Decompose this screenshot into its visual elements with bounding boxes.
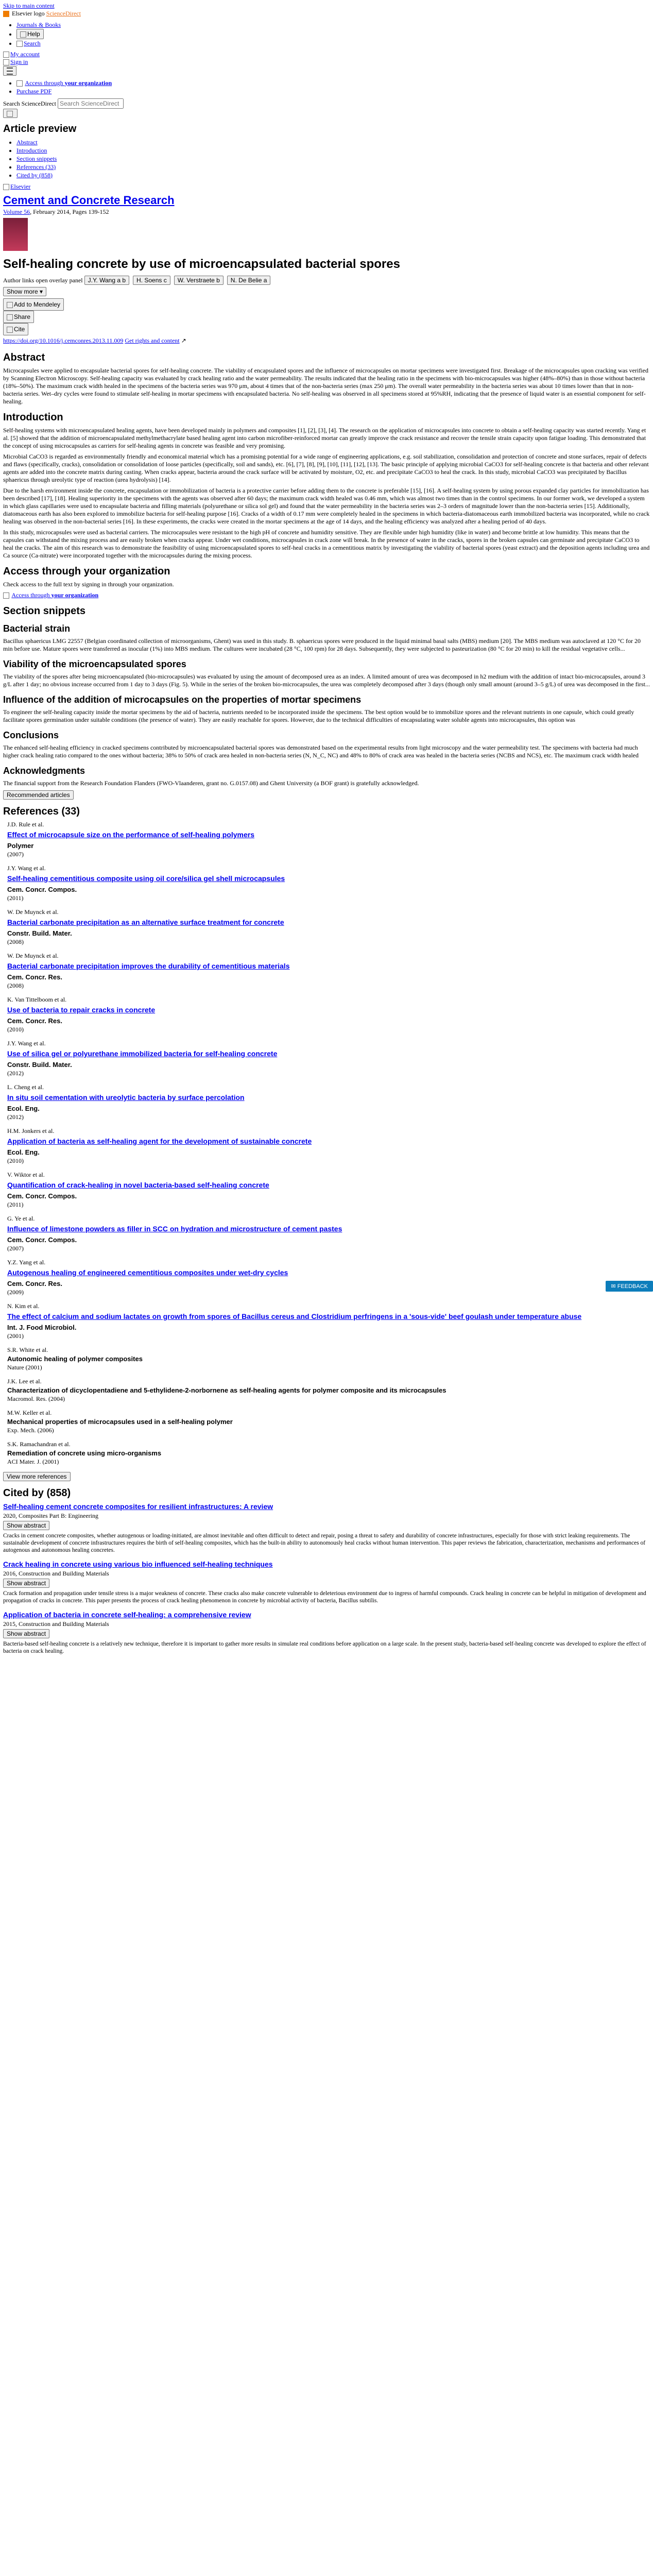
access-org-link[interactable]: Access through your organization (25, 79, 112, 87)
snippet-heading: Viability of the microencapsulated spores (3, 658, 186, 669)
outline-list (3, 138, 650, 179)
reference-item (7, 1440, 650, 1466)
reference-journal: Constr. Build. Mater. (7, 1060, 72, 1069)
reference-journal: Cem. Concr. Res. (7, 973, 62, 981)
reference-journal: Constr. Build. Mater. (7, 929, 72, 937)
reference-title-link[interactable]: Use of bacteria to repair cracks in concrete (7, 1005, 156, 1014)
reference-title-link[interactable]: Application of bacteria as self-healing agent for the development of sustainable concrete (7, 1137, 312, 1145)
cited-by-item (3, 1611, 650, 1655)
nav-journals[interactable]: • Journals & Books (16, 21, 650, 29)
reference-title-link[interactable]: Quantification of crack-healing in novel bacteria-based self-healing concrete (7, 1180, 269, 1189)
snippet-heading: Bacterial strain (3, 623, 71, 634)
search-item (16, 39, 650, 47)
introduction-heading: Introduction (3, 411, 63, 423)
reference-item (7, 821, 650, 858)
ack-text: The financial support from the Research Foundation Flanders (FWO-Vlaanderen, grant no. G.0157.08) and Ghent University (a BOF grant) is gratefully acknowledged. (3, 779, 419, 787)
cited-by-meta: 2015, Construction and Building Materials (3, 1620, 109, 1628)
show-abstract-button[interactable]: Show abstract (3, 1579, 49, 1588)
snippet-text: Bacillus sphaericus LMG 22557 (Belgian coordinated collection of microorganisms, Ghent) was used in this study. B. sphaericus spores were produced in the liquid minimal basal salts (MBS) medium [20]. The MBS medium was autoclaved at 120 °C for 20 min before use. Mature spores were transferred as inocular (1%) into MBS medium. The cultures were incubated (28 °C, 100 rpm) for 28 days. Subsequently, they were subjected to pasteurization (80 °C for 20 min) to kill the residual vegetative cells... (3, 637, 641, 652)
reference-list (3, 821, 650, 1466)
reference-journal: Remediation of concrete using micro-organisms (7, 1449, 162, 1457)
reference-journal: Cem. Concr. Compos. (7, 885, 77, 893)
outline-item[interactable] (16, 146, 650, 155)
view-more-references-button[interactable]: View more references (3, 1472, 71, 1481)
intro-paragraph: Due to the harsh environment inside the concrete, encapsulation or immobilization of bacteria is a protective carrier before adding them to the concrete is preferable [15], [16]. A self-healing system by using porous expanded clay particles for immobilization has been described [17], [18]. Healing superiority in the specimens with the agents was observed after 60 days; the maximum crack width healed was 0.46 mm, which was almost two times than in the control specimens. In our former work, we developed a system in which glass capillaries were used to encapsulate bacteria and filling materials (polyurethane or silica sol gel) and found that the water permeability in the bacteria series was 2–3 orders of magnitude lower than the non-bacteria series [15]. Additionally, diatomaceous earth has also been explored to immobilize bacteria for self-healing purpose [16]. Cracks of a width of 0.17 mm were completely healed in the specimens in which bacteria-diatomaceous earth immobilized bacteria was incorporated, while no crack healing was observed in the non-bacterial series [16]. In these experiments, the cracks were created in the mortar specimens at the age of 14 days, and the healing efficiency was analyzed after a healing period of 40 days. (3, 486, 650, 525)
reference-item (7, 908, 650, 946)
reference-item (7, 1127, 650, 1165)
reference-year: Macromol. Res. (2004) (7, 1395, 65, 1402)
cited-by-title-link[interactable]: Application of bacteria in concrete self-healing: a comprehensive review (3, 1610, 251, 1619)
access-item (16, 79, 650, 87)
doi-link[interactable]: https://doi.org/10.1016/j.cemconres.2013.11.009 (3, 336, 124, 344)
outline-link[interactable]: Introduction (16, 146, 47, 154)
reference-year: (2007) (7, 850, 24, 858)
reference-authors: J.D. Rule et al. (7, 820, 44, 828)
reference-journal: Autonomic healing of polymer composites (7, 1354, 143, 1363)
references-heading: References (33) (3, 805, 80, 817)
mendeley-icon (7, 302, 13, 308)
reference-title-link[interactable]: Bacterial carbonate precipitation as an alternative surface treatment for concrete (7, 918, 284, 926)
elsevier-logo-icon (3, 11, 9, 17)
menu-icon (7, 67, 13, 75)
snippet-heading: Influence of the addition of microcapsules on the properties of mortar specimens (3, 694, 362, 705)
journal-logo-icon (3, 184, 9, 190)
reference-year: (2011) (7, 1200, 24, 1208)
outline-item[interactable] (16, 171, 650, 179)
journal-logo-link[interactable]: Elsevier (10, 182, 31, 190)
reference-item (7, 996, 650, 1033)
reference-item (7, 1215, 650, 1252)
reference-item (7, 1083, 650, 1121)
menu-button[interactable] (3, 66, 16, 76)
reference-journal: Ecol. Eng. (7, 1148, 40, 1156)
snippets-heading: Section snippets (3, 605, 86, 617)
reference-authors: V. Wiktor et al. (7, 1171, 45, 1178)
reference-title-link[interactable]: Effect of microcapsule size on the performance of self-healing polymers (7, 830, 255, 839)
reference-journal: Cem. Concr. Compos. (7, 1192, 77, 1200)
outline-link[interactable]: References (33) (16, 163, 56, 171)
snippet-text: The enhanced self-healing efficiency in cracked specimens contributed by microencapsulated bacterial spores was demonstrated based on the experimental results from light microscopy and the water permeability test. The specimens with bacteria had much higher crack healing ratio compared to the ones without bacteria; 38% to 50% of crack area healed in non-bacteria series (N, N_C, NC) and 48% to 80% of crack area was healed in the bacteria series (NCBS and NCS), etc. The maximum crack width healed (3, 743, 639, 759)
reference-authors: M.W. Keller et al. (7, 1409, 52, 1416)
reference-journal: Characterization of dicyclopentadiene and 5-ethylidene-2-norbornene as self-healing agents for polymer composite and its microcapsules (7, 1386, 446, 1394)
reference-year: Exp. Mech. (2006) (7, 1426, 54, 1434)
reference-authors: J.Y. Wang et al. (7, 1039, 46, 1047)
cited-by-heading: Cited by (858) (3, 1487, 71, 1499)
access-heading: Access through your organization (3, 565, 170, 577)
reference-title-link[interactable]: Autogenous healing of engineered cementitious composites under wet-dry cycles (7, 1268, 288, 1277)
cited-by-item (3, 1502, 650, 1554)
snippet-heading: Conclusions (3, 730, 59, 740)
search-label: Search ScienceDirect (3, 99, 56, 107)
reference-authors: J.K. Lee et al. (7, 1377, 42, 1385)
snippet-text: The viability of the spores after being microencapsulated (bio-microcapsules) was evaluated by using the amount of decomposed urea as an index. A limited amount of urea was decomposed in h2 medium with the addition of intact bio-microcapsules, around 3 g/L after 1 day; no obvious increase occurred from 1 day to 3 days (Fig. 5). While in the series of the broken bio-microcapsules, the urea was completely decomposed after 3 days (though only small amount (around 3–5 g/L) of urea was decomposed in the first... (3, 672, 650, 688)
outline-item[interactable] (16, 138, 650, 146)
reference-authors: G. Ye et al. (7, 1214, 35, 1222)
reference-item (7, 1040, 650, 1077)
show-abstract-button[interactable]: Show abstract (3, 1629, 49, 1638)
cited-by-item (3, 1560, 650, 1604)
reference-journal: Ecol. Eng. (7, 1104, 40, 1112)
author-button[interactable]: W. Verstraete b (174, 276, 224, 285)
access-org-link-2[interactable]: Access through your organization (11, 591, 99, 599)
account-icon (3, 52, 9, 58)
reference-journal: Cem. Concr. Res. (7, 1016, 62, 1025)
outline-item[interactable] (16, 155, 650, 163)
skip-to-main-link[interactable]: Skip to main content (3, 2, 55, 9)
reference-journal: Int. J. Food Microbiol. (7, 1323, 77, 1331)
search-submit-button[interactable] (3, 109, 18, 118)
search-icon (16, 41, 23, 47)
journal-cover-image[interactable] (3, 218, 28, 251)
reference-title-link[interactable]: In situ soil cementation with ureolytic bacteria by surface percolation (7, 1093, 245, 1101)
outline-item[interactable] (16, 163, 650, 171)
reference-journal: Polymer (7, 841, 34, 850)
cited-by-list (3, 1502, 650, 1655)
snippet-text: To engineer the self-healing capacity inside the mortar specimens by the aid of bacteria, nutrients needed to be incorporated inside the specimens. The best option would be to immobilize spores and the relevant nutrients in one capsule, which could greatly facilitate spores germination under suitable conditions (the presence of water). They are easily reachable for spores. However, due to the technical difficulties of encapsulating water soluble agents into microcapsules, this option was (3, 708, 634, 723)
account-area (3, 50, 650, 76)
reference-authors: S.R. White et al. (7, 1346, 48, 1353)
reference-year: (2012) (7, 1113, 24, 1121)
cited-by-meta: 2016, Construction and Building Materials (3, 1569, 109, 1577)
author-button[interactable]: J.Y. Wang a b (84, 276, 129, 285)
sign-in-icon (3, 59, 9, 65)
reference-title-link[interactable]: Use of silica gel or polyurethane immobilized bacteria for self-healing concrete (7, 1049, 278, 1058)
outline-link[interactable]: Cited by (858) (16, 171, 53, 179)
cited-by-title-link[interactable]: Crack healing in concrete using various bio influenced self-healing techniques (3, 1560, 273, 1568)
reference-title-link[interactable]: Bacterial carbonate precipitation improves the durability of cementitious materials (7, 961, 290, 970)
help-button[interactable]: Help (16, 29, 44, 39)
author-list (3, 276, 650, 285)
search-row (3, 98, 650, 118)
cited-by-abstract: Bacteria-based self-healing concrete is a relatively new technique, therefore it is important to gather more results in simulate real conditions before application on a large scale. In the present study, bacteria-based self-healing concrete was developed to explore the effect of bacteria on crack healing. (3, 1640, 646, 1654)
cited-by-abstract: Cracks in cement concrete composites, whether autogenous or loading-initiated, are almost inevitable and often difficult to detect and repair, posing a threat to safety and durability of concrete infrastructures, especially for those with strict leaking requirements. The sustainable development of concrete infrastructures requires the birth of self-healing composites, which has the built-in ability to autonomously heal cracks without human intervention. This paper reviews the fabrication, characterization, mechanisms and performances of autogenous and autonomous healing concretes. (3, 1532, 646, 1553)
share-button[interactable]: Share (3, 311, 34, 323)
search-button[interactable]: Search (24, 40, 41, 47)
show-abstract-button[interactable]: Show abstract (3, 1521, 49, 1530)
reference-authors: S.K. Ramachandran et al. (7, 1440, 71, 1448)
abstract-text: Microcapsules were applied to encapsulate bacterial spores for self-healing concrete. The viability of encapsulated spores and the influence of microcapsules on mortar specimens were investigated first. Breakage of the microcapsules upon cracking was verified by Scanning Electron Microscopy. Self-healing capacity was evaluated by crack healing ratio and the water permeability. The results indicated that the healing ratio in the specimens with bio-microcapsules was higher (48%–80%) than in those without bacteria (18%–50%). The maximum crack width healed in the specimens of the bacteria series was 970 μm, about 4 times that of the non-bacteria series (max 250 μm). The overall water permeability in the bacteria series was about 10 times lower than that in non-bacteria series. Wet–dry cycles were found to stimulate self-healing in mortar specimens with encapsulated bacteria. No self-healing was observed in all specimens stored at 95%RH, indicating that the presence of liquid water is an essential component for self-healing. (3, 366, 648, 405)
abstract-heading: Abstract (3, 351, 45, 363)
reference-authors: W. De Muynck et al. (7, 908, 59, 916)
institution-icon (3, 592, 9, 599)
reference-year: (2011) (7, 894, 24, 902)
share-icon (7, 314, 13, 320)
author-links-label: Author links open overlay panel (3, 276, 83, 284)
reference-year: (2008) (7, 981, 24, 989)
cite-icon (7, 327, 13, 333)
purchase-pdf-link[interactable]: Purchase PDF (16, 87, 52, 95)
reference-year: (2010) (7, 1157, 24, 1164)
ack-heading: Acknowledgments (3, 765, 85, 776)
skip-links (3, 2, 650, 18)
recommended-articles-button[interactable]: Recommended articles (3, 790, 74, 800)
reference-authors: H.M. Jonkers et al. (7, 1127, 55, 1134)
author-button[interactable]: H. Soens c (133, 276, 170, 285)
add-mendeley-button[interactable]: Add to Mendeley (3, 298, 64, 311)
reference-item (7, 1378, 650, 1403)
reference-year: (2010) (7, 1025, 24, 1033)
reference-item (7, 1346, 650, 1371)
cited-by-title-link[interactable]: Self-healing cement concrete composites for resilient infrastructures: A review (3, 1502, 273, 1511)
cited-by-abstract: Crack formation and propagation under tensile stress is a major weakness of concrete. These cracks also make concrete vulnerable to deleterious environment due to ingress of harmful compounds. Crack healing in concrete can be helpful in mitigation of development and propagation of cracks in concrete. This paper presents the process of crack healing phenomenon in concrete by microbial activity of bacteria, Bacillus subtilis. (3, 1590, 646, 1604)
reference-journal: Cem. Concr. Compos. (7, 1235, 77, 1244)
top-nav (3, 21, 650, 47)
reference-year: (2012) (7, 1069, 24, 1077)
article-actions (3, 298, 650, 346)
reference-journal: Cem. Concr. Res. (7, 1279, 62, 1287)
reference-year: Nature (2001) (7, 1363, 42, 1371)
help-icon (20, 31, 26, 38)
reference-item (7, 1409, 650, 1434)
article-title: Self-healing concrete by use of microencapsulated bacterial spores (3, 257, 400, 271)
external-link-icon: ↗ (181, 336, 186, 344)
reference-authors: W. De Muynck et al. (7, 952, 59, 959)
cited-by-meta: 2020, Composites Part B: Engineering (3, 1512, 98, 1519)
reference-authors: Y.Z. Yang et al. (7, 1258, 46, 1266)
reference-title-link[interactable]: Self-healing cementitious composite using oil core/silica gel shell microcapsules (7, 874, 285, 883)
help-item (16, 29, 650, 39)
reference-journal: Mechanical properties of microcapsules used in a self-healing polymer (7, 1417, 233, 1426)
sciencedirect-link[interactable]: ScienceDirect (46, 10, 81, 17)
reference-year: (2001) (7, 1332, 24, 1340)
access-text: Check access to the full text by signing in through your organization. (3, 580, 174, 588)
elsevier-logo-text: Elsevier logo (12, 10, 45, 17)
cite-button[interactable]: Cite (3, 323, 28, 335)
access-org-row (3, 591, 650, 599)
intro-paragraph: Microbial CaCO3 is regarded as environmentally friendly and economical material which has a promising potential for a wide range of engineering applications, e.g. soil stabilization, consolidation and protection of concrete and stone surfaces, repair of defects and flaws (specifically, cracks), consolidation or consolidation of loose particles (specifically, soil and sands), etc. [6], [7], [8], [9], [10], [11], [12], [13]. The basic principle of applying microbial CaCO3 for self-healing concrete is that bacteria and other relevant agents are added into the concrete matrix during casting. When cracks appear, bacteria around the crack surface will be activated by moisture, O2, etc. and precipitate CaCO3 to heal the crack. In this study, microbial CaCO3 was precipitated by Bacillus sphaericus through ureolytic type of reaction (urea hydrolysis) [14]. (3, 452, 649, 483)
show-more-button[interactable]: Show more ▾ (3, 287, 46, 296)
reference-title-link[interactable]: Influence of limestone powders as filler in SCC on hydration and microstructure of cement pastes (7, 1224, 342, 1233)
journal-header (3, 182, 650, 251)
reference-year: (2008) (7, 938, 24, 945)
reference-item (7, 1259, 650, 1296)
reference-authors: K. Van Tittelboom et al. (7, 995, 67, 1003)
rights-link[interactable]: Get rights and content (125, 336, 180, 344)
sign-in-link[interactable]: Sign in (10, 58, 28, 65)
outline-heading: Article preview (3, 123, 77, 134)
reference-authors: J.Y. Wang et al. (7, 864, 46, 872)
purchase-item (16, 87, 650, 95)
author-button[interactable]: N. De Belie a (227, 276, 271, 285)
volume-link[interactable]: Volume 56 (3, 208, 30, 215)
intro-paragraph: In this study, microcapsules were used as bacterial carriers. The microcapsules were resistant to the high pH of concrete and humidity sensitive. They are flexible under high humidity (like in water) and become brittle at low humidity. This means that the capsules can withstand the mixing process and are easily broken when cracks appear. Under wet conditions, microcapsules in crack zone will break. In the presence of water in the cracks, spores in the broken capsules can germinate and precipitate CaCO3 to heal the cracks. The aim of this research was to demonstrate the feasibility of using microencapsulated spores to self-heal cracks in a cementitious matrix by investigating the viability of bacterial spores (yeast extract) and the deposition agents including urea and Ca source (Ca-nitrate) were incorporated together with the microcapsules during the mixing process. (3, 528, 650, 559)
intro-paragraph: Self-healing systems with microencapsulated healing agents, have been developed mainly in polymers and composites [1], [2], [3], [4]. The research on the application of microcapsules into concrete to obtain a self-healing capacity was started recently. Yang et al. [5] showed that the addition of microencapsulated methylmethacrylate based healing agent into carbon microfiber-reinforced mortar can greatly improve the crack resistance and recover the tensile strain capacity upon fatigue loading. This demonstrated that the concept of using microcapsules as carriers for self-healing agents in concrete was feasible and very promising. (3, 426, 646, 449)
outline-link[interactable]: Abstract (16, 138, 38, 146)
journal-title[interactable]: Cement and Concrete Research (3, 193, 175, 207)
feedback-button[interactable]: ✉ FEEDBACK (606, 1281, 653, 1292)
reference-authors: N. Kim et al. (7, 1302, 40, 1310)
reference-title-link[interactable]: The effect of calcium and sodium lactates on growth from spores of Bacillus cereus and Clostridium perfringens in a 'sous-vide' beef goulash under temperature abuse (7, 1312, 582, 1320)
reference-year: ACI Mater. J. (2001) (7, 1458, 59, 1465)
search-icon (7, 111, 13, 117)
reference-item (7, 952, 650, 990)
reference-item (7, 1171, 650, 1209)
outline-link[interactable]: Section snippets (16, 155, 57, 162)
institution-icon (16, 80, 23, 87)
reference-year: (2009) (7, 1288, 24, 1296)
show-more-row (3, 287, 650, 296)
access-banner (3, 79, 650, 95)
journal-issue: Volume 56, February 2014, Pages 139-152 (3, 208, 109, 215)
my-account-link[interactable]: My account (10, 50, 40, 58)
reference-item (7, 865, 650, 902)
reference-year: (2007) (7, 1244, 24, 1252)
search-input[interactable] (58, 98, 124, 109)
reference-authors: L. Cheng et al. (7, 1083, 44, 1091)
reference-item (7, 1302, 650, 1340)
